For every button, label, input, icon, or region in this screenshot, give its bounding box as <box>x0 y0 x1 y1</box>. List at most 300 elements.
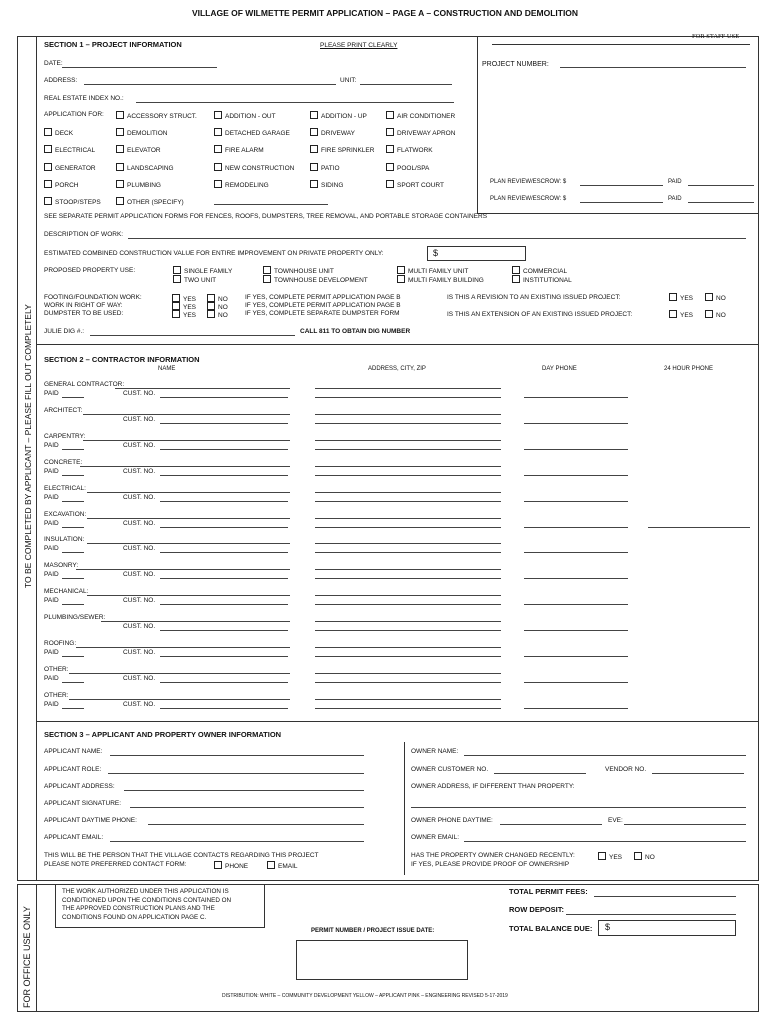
revision-yes[interactable]: YES <box>669 293 693 303</box>
contractor-label: GENERAL CONTRACTOR: <box>44 381 125 388</box>
contractor-day-phone-field[interactable] <box>524 682 628 683</box>
applicant-email-field[interactable] <box>110 841 364 842</box>
revision-yes-checkbox[interactable] <box>669 293 677 301</box>
apply-option-25-checkbox[interactable] <box>116 197 124 205</box>
contractor-name-field[interactable] <box>83 440 290 441</box>
use-option-1-checkbox[interactable] <box>173 275 181 283</box>
use-option-3[interactable]: TOWNHOUSE DEVELOPMENT <box>263 275 368 285</box>
condition-line: THE APPROVED CONSTRUCTION PLANS AND THE <box>62 905 215 912</box>
project-number-field[interactable] <box>560 67 746 68</box>
contractor-cust-field[interactable] <box>160 475 288 476</box>
revision-no-checkbox[interactable] <box>705 293 713 301</box>
contractor-name-field[interactable] <box>87 518 291 519</box>
contractor-name-field[interactable] <box>83 414 290 415</box>
use-option-1[interactable]: TWO UNIT <box>173 275 216 285</box>
contractor-label: EXCAVATION: <box>44 511 87 518</box>
apply-option-7[interactable]: DRIVEWAY <box>310 128 355 138</box>
contractor-label: CARPENTRY: <box>44 433 86 440</box>
section2-heading: SECTION 2 – CONTRACTOR INFORMATION <box>44 355 200 364</box>
owner-customer-field[interactable] <box>494 773 586 774</box>
apply-option-22-checkbox[interactable] <box>310 180 318 188</box>
contractor-city-field[interactable] <box>315 501 501 502</box>
apply-option-11-checkbox[interactable] <box>214 145 222 153</box>
contractor-cust-field[interactable] <box>160 630 288 631</box>
contractor-name-field[interactable] <box>87 492 291 493</box>
application-for-label: APPLICATION FOR: <box>44 111 104 118</box>
contact-phone-option[interactable]: PHONE <box>214 861 248 871</box>
dumpster-label: DUMPSTER TO BE USED: <box>44 310 124 317</box>
balance-dollar: $ <box>605 922 611 932</box>
applicant-address-field[interactable] <box>124 790 364 791</box>
contractor-name-field[interactable] <box>101 621 291 622</box>
contractor-paid-label: PAID <box>44 468 59 475</box>
apply-option-8-checkbox[interactable] <box>386 128 394 136</box>
plan-review-label-1: PLAN REVIEW/ESCROW: $ <box>490 179 567 185</box>
contractor-day-phone-field[interactable] <box>524 656 628 657</box>
apply-option-18[interactable]: POOL/SPA <box>386 163 429 173</box>
balance-due-field[interactable] <box>598 920 736 936</box>
apply-option-21-checkbox[interactable] <box>214 180 222 188</box>
footing-note: IF YES, COMPLETE PERMIT APPLICATION PAGE B <box>245 294 401 301</box>
contractor-cust-field[interactable] <box>160 527 288 528</box>
contractor-paid-field[interactable] <box>62 527 84 528</box>
contractor-paid-field[interactable] <box>62 449 84 450</box>
real-estate-field[interactable] <box>136 102 454 103</box>
contractor-label: ELECTRICAL: <box>44 485 86 492</box>
apply-option-1[interactable]: ADDITION - OUT <box>214 111 276 121</box>
apply-option-16[interactable]: NEW CONSTRUCTION <box>214 163 294 173</box>
contractor-name-field[interactable] <box>87 595 291 596</box>
apply-option-14-checkbox[interactable] <box>44 163 52 171</box>
address-label: ADDRESS: <box>44 77 78 84</box>
contractor-city-field[interactable] <box>315 682 501 683</box>
contractor-address-field[interactable] <box>315 673 501 674</box>
applicant-role-field[interactable] <box>108 773 364 774</box>
contractor-label: MASONRY: <box>44 562 79 569</box>
contractor-cust-field[interactable] <box>160 552 288 553</box>
apply-option-14[interactable]: GENERATOR <box>44 163 96 173</box>
contractor-address-field[interactable] <box>315 699 501 700</box>
contractor-paid-label: PAID <box>44 520 59 527</box>
contractor-city-field[interactable] <box>315 656 501 657</box>
call-note: CALL 811 TO OBTAIN DIG NUMBER <box>300 328 411 335</box>
apply-option-4[interactable]: DECK <box>44 128 73 138</box>
contractor-label: INSULATION: <box>44 536 85 543</box>
side-label-office: FOR OFFICE USE ONLY <box>22 906 32 1008</box>
owner-changed-label: HAS THE PROPERTY OWNER CHANGED RECENTLY: <box>411 852 575 859</box>
contractor-name-field[interactable] <box>76 647 290 648</box>
contractor-paid-label: PAID <box>44 494 59 501</box>
contractor-cust-field[interactable] <box>160 578 288 579</box>
contractor-paid-label: PAID <box>44 390 59 397</box>
use-option-5[interactable]: MULTI FAMILY BUILDING <box>397 275 484 285</box>
contractor-cust-label: CUST. NO. <box>123 520 156 527</box>
applicant-phone-field[interactable] <box>148 824 364 825</box>
apply-option-17-checkbox[interactable] <box>310 163 318 171</box>
contractor-day-phone-field[interactable] <box>524 604 628 605</box>
apply-option-13-checkbox[interactable] <box>386 145 394 153</box>
row-note: IF YES, COMPLETE PERMIT APPLICATION PAGE B <box>245 302 401 309</box>
use-option-4-checkbox[interactable] <box>397 266 405 274</box>
applicant-signature-field[interactable] <box>130 807 364 808</box>
paid-label-2: PAID <box>668 196 682 202</box>
apply-option-10[interactable]: ELEVATOR <box>116 145 161 155</box>
contractor-cust-field[interactable] <box>160 397 288 398</box>
contractor-paid-label: PAID <box>44 675 59 682</box>
apply-option-4-checkbox[interactable] <box>44 128 52 136</box>
contractor-paid-field[interactable] <box>62 656 84 657</box>
contractor-cust-field[interactable] <box>160 449 288 450</box>
row-deposit-field[interactable] <box>566 914 736 915</box>
contractor-day-phone-field[interactable] <box>524 449 628 450</box>
contractor-cust-label: CUST. NO. <box>123 442 156 449</box>
apply-option-24[interactable]: STOOP/STEPS <box>44 197 101 207</box>
contractor-day-phone-field[interactable] <box>524 630 628 631</box>
contractor-city-field[interactable] <box>315 527 501 528</box>
description-label: DESCRIPTION OF WORK: <box>44 231 124 238</box>
contractor-paid-field[interactable] <box>62 501 84 502</box>
extension-yes[interactable]: YES <box>669 310 693 320</box>
apply-option-5-checkbox[interactable] <box>116 128 124 136</box>
use-option-4[interactable]: MULTI FAMILY UNIT <box>397 266 468 276</box>
real-estate-label: REAL ESTATE INDEX NO.: <box>44 95 124 102</box>
contractor-paid-field[interactable] <box>62 475 84 476</box>
apply-option-8[interactable]: DRIVEWAY APRON <box>386 128 455 138</box>
preferred-contact-label: PLEASE NOTE PREFERRED CONTACT FORM: <box>44 861 187 868</box>
value-field[interactable] <box>427 246 526 261</box>
contractor-day-phone-field[interactable] <box>524 397 628 398</box>
unit-label: UNIT: <box>340 77 357 84</box>
use-option-6-checkbox[interactable] <box>512 266 520 274</box>
apply-option-9[interactable]: ELECTRICAL <box>44 145 95 155</box>
contractor-cust-label: CUST. NO. <box>123 545 156 552</box>
contractor-address-field[interactable] <box>315 518 501 519</box>
owner-email-field[interactable] <box>464 841 746 842</box>
owner-changed-no-checkbox[interactable] <box>634 852 642 860</box>
paid-label-1: PAID <box>668 179 682 185</box>
plan-review-field-2[interactable] <box>580 202 663 203</box>
use-option-5-checkbox[interactable] <box>397 275 405 283</box>
total-fees-field[interactable] <box>594 896 736 897</box>
owner-phone-label: OWNER PHONE DAYTIME: <box>411 817 493 824</box>
project-number-label: PROJECT NUMBER: <box>482 61 549 68</box>
yn-no-1[interactable]: NO <box>207 302 228 312</box>
contractor-day-phone-field[interactable] <box>524 552 628 553</box>
contractor-address-field[interactable] <box>315 492 501 493</box>
contractor-name-field[interactable] <box>69 673 290 674</box>
col-day-phone: DAY PHONE <box>542 366 577 372</box>
total-fees-label: TOTAL PERMIT FEES: <box>509 887 588 896</box>
apply-option-23-checkbox[interactable] <box>386 180 394 188</box>
apply-option-18-checkbox[interactable] <box>386 163 394 171</box>
apply-option-11[interactable]: FIRE ALARM <box>214 145 264 155</box>
contractor-address-field[interactable] <box>315 543 501 544</box>
contractor-cust-label: CUST. NO. <box>123 416 156 423</box>
apply-option-19[interactable]: PORCH <box>44 180 78 190</box>
extension-no-checkbox[interactable] <box>705 310 713 318</box>
description-field[interactable] <box>128 238 746 239</box>
print-note: PLEASE PRINT CLEARLY <box>320 42 398 49</box>
apply-option-2[interactable]: ADDITION - UP <box>310 111 367 121</box>
section3-heading: SECTION 3 – APPLICANT AND PROPERTY OWNER INFORMATION <box>44 730 282 739</box>
balance-due-label: TOTAL BALANCE DUE: <box>509 924 593 933</box>
eve-field[interactable] <box>624 824 746 825</box>
paid-field-2[interactable] <box>688 202 754 203</box>
date-field[interactable] <box>62 67 217 68</box>
contractor-city-field[interactable] <box>315 604 501 605</box>
contractor-address-field[interactable] <box>315 466 501 467</box>
apply-option-5[interactable]: DEMOLITION <box>116 128 167 138</box>
contractor-day-phone-field[interactable] <box>524 708 628 709</box>
contractor-paid-label: PAID <box>44 597 59 604</box>
permit-number-box[interactable] <box>296 940 468 980</box>
contractor-name-field[interactable] <box>69 699 290 700</box>
contractor-cust-label: CUST. NO. <box>123 701 156 708</box>
apply-option-23[interactable]: SPORT COURT <box>386 180 444 190</box>
contractor-paid-label: PAID <box>44 571 59 578</box>
contractor-label: ARCHITECT: <box>44 407 83 414</box>
contractor-city-field[interactable] <box>315 630 501 631</box>
col-24-phone: 24 HOUR PHONE <box>664 366 714 372</box>
unit-field[interactable] <box>360 84 452 85</box>
owner-name-label: OWNER NAME: <box>411 748 459 755</box>
staff-heading: FOR STAFF USE <box>692 33 740 40</box>
contractor-address-field[interactable] <box>315 595 501 596</box>
yn-no-0-checkbox[interactable] <box>207 294 215 302</box>
contractor-address-field[interactable] <box>315 440 501 441</box>
contractor-city-field[interactable] <box>315 449 501 450</box>
contractor-paid-field[interactable] <box>62 708 84 709</box>
condition-line: CONDITIONED UPON THE CONDITIONS CONTAINED ON <box>62 896 232 904</box>
yn-yes-2-checkbox[interactable] <box>172 310 180 318</box>
apply-option-1-checkbox[interactable] <box>214 111 222 119</box>
julie-label: JULIE DIG #.: <box>44 328 85 335</box>
footing-label: FOOTING/FOUNDATION WORK: <box>44 294 142 301</box>
yn-no-1-checkbox[interactable] <box>207 302 215 310</box>
apply-option-10-checkbox[interactable] <box>116 145 124 153</box>
contractor-name-field[interactable] <box>87 543 291 544</box>
contractor-paid-field[interactable] <box>62 552 84 553</box>
condition-line: THE WORK AUTHORIZED UNDER THIS APPLICATION IS <box>62 888 229 895</box>
apply-option-0[interactable]: ACCESSORY STRUCT. <box>116 111 197 121</box>
contractor-paid-field[interactable] <box>62 578 84 579</box>
apply-option-3[interactable]: AIR CONDITIONER <box>386 111 455 121</box>
owner-address-label: OWNER ADDRESS, IF DIFFERENT THAN PROPERTY: <box>411 783 575 790</box>
distribution-footer: DISTRIBUTION: WHITE – COMMUNITY DEVELOPMENT YELLOW – APPLICANT PINK – ENGINEERING REVISED 5-17-2019 <box>222 993 508 999</box>
contractor-cust-label: CUST. NO. <box>123 675 156 682</box>
contractor-cust-label: CUST. NO. <box>123 494 156 501</box>
use-option-0-checkbox[interactable] <box>173 266 181 274</box>
col-name: NAME <box>158 366 176 372</box>
extension-question: IS THIS AN EXTENSION OF AN EXISTING ISSUED PROJECT: <box>447 311 633 318</box>
contractor-paid-field[interactable] <box>62 682 84 683</box>
contractor-day-phone-field[interactable] <box>524 475 628 476</box>
contractor-cust-field[interactable] <box>160 604 288 605</box>
applicant-name-label: APPLICANT NAME: <box>44 748 103 755</box>
use-option-0[interactable]: SINGLE FAMILY <box>173 266 232 276</box>
contractor-label: ROOFING: <box>44 640 77 647</box>
apply-option-20-checkbox[interactable] <box>116 180 124 188</box>
use-option-7-checkbox[interactable] <box>512 275 520 283</box>
apply-option-12-checkbox[interactable] <box>310 145 318 153</box>
contractor-name-field[interactable] <box>80 466 291 467</box>
contractor-city-field[interactable] <box>315 578 501 579</box>
phone-checkbox[interactable] <box>214 861 222 869</box>
contractor-cust-label: CUST. NO. <box>123 571 156 578</box>
row-deposit-label: ROW DEPOSIT: <box>509 905 565 914</box>
applicant-signature-label: APPLICANT SIGNATURE: <box>44 800 122 807</box>
contractor-day-phone-field[interactable] <box>524 501 628 502</box>
eve-label: EVE: <box>608 817 623 824</box>
contractor-cust-field[interactable] <box>160 423 288 424</box>
other-specify-field[interactable] <box>214 204 328 205</box>
owner-name-field[interactable] <box>464 755 746 756</box>
apply-option-3-checkbox[interactable] <box>386 111 394 119</box>
apply-option-15[interactable]: LANDSCAPING <box>116 163 174 173</box>
apply-option-6[interactable]: DETACHED GARAGE <box>214 128 290 138</box>
use-option-2[interactable]: TOWNHOUSE UNIT <box>263 266 334 276</box>
apply-option-7-checkbox[interactable] <box>310 128 318 136</box>
apply-option-15-checkbox[interactable] <box>116 163 124 171</box>
applicant-phone-label: APPLICANT DAYTIME PHONE: <box>44 817 137 824</box>
col-address: ADDRESS, CITY, ZIP <box>368 366 426 372</box>
plan-review-label-2: PLAN REVIEW/ESCROW: $ <box>490 196 567 202</box>
yn-yes-1-checkbox[interactable] <box>172 302 180 310</box>
contractor-paid-field[interactable] <box>62 604 84 605</box>
value-label: ESTIMATED COMBINED CONSTRUCTION VALUE FOR ENTIRE IMPROVEMENT ON PRIVATE PROPERTY ONLY: <box>44 250 384 257</box>
contractor-cust-label: CUST. NO. <box>123 649 156 656</box>
contractor-day-phone-field[interactable] <box>524 527 628 528</box>
contractor-cust-field[interactable] <box>160 682 288 683</box>
applicant-name-field[interactable] <box>110 755 364 756</box>
permit-number-label: PERMIT NUMBER / PROJECT ISSUE DATE: <box>311 928 435 934</box>
contractor-city-field[interactable] <box>315 475 501 476</box>
owner-email-label: OWNER EMAIL: <box>411 834 460 841</box>
contractor-name-field[interactable] <box>115 388 291 389</box>
contractor-label: OTHER: <box>44 692 69 699</box>
contractor-cust-label: CUST. NO. <box>123 597 156 604</box>
contractor-city-field[interactable] <box>315 397 501 398</box>
contractor-day-phone-field[interactable] <box>524 578 628 579</box>
contractor-city-field[interactable] <box>315 552 501 553</box>
contractor-address-field[interactable] <box>315 414 501 415</box>
apply-option-2-checkbox[interactable] <box>310 111 318 119</box>
apply-option-25[interactable]: OTHER (SPECIFY) <box>116 197 184 207</box>
contractor-address-field[interactable] <box>315 647 501 648</box>
separate-forms-note: SEE SEPARATE PERMIT APPLICATION FORMS FOR FENCES, ROOFS, DUMPSTERS, TREE REMOVAL, AND PORTABLE STORAGE CONTAINERS <box>44 213 488 220</box>
plan-review-field-1[interactable] <box>580 185 663 186</box>
owner-changed-no[interactable]: NO <box>634 852 655 862</box>
yn-no-0[interactable]: NO <box>207 294 228 304</box>
dumpster-note: IF YES, COMPLETE SEPARATE DUMPSTER FORM <box>245 310 400 317</box>
contractor-cust-label: CUST. NO. <box>123 390 156 397</box>
vendor-field[interactable] <box>652 773 744 774</box>
owner-customer-label: OWNER CUSTOMER NO. <box>411 766 489 773</box>
contractor-city-field[interactable] <box>315 708 501 709</box>
revision-question: IS THIS A REVISION TO AN EXISTING ISSUED PROJECT: <box>447 294 621 301</box>
contractor-paid-label: PAID <box>44 442 59 449</box>
contact-email-option[interactable]: EMAIL <box>267 861 298 871</box>
julie-field[interactable] <box>90 335 295 336</box>
contractor-label: OTHER: <box>44 666 69 673</box>
owner-changed-yes[interactable]: YES <box>598 852 622 862</box>
apply-option-19-checkbox[interactable] <box>44 180 52 188</box>
row-label: WORK IN RIGHT OF WAY: <box>44 302 123 309</box>
page-title: VILLAGE OF WILMETTE PERMIT APPLICATION – PAGE A – CONSTRUCTION AND DEMOLITION <box>191 8 579 18</box>
apply-option-12[interactable]: FIRE SPRINKLER <box>310 145 374 155</box>
contractor-label: MECHANICAL: <box>44 588 89 595</box>
contractor-address-field[interactable] <box>315 388 501 389</box>
owner-address-field[interactable] <box>411 807 746 808</box>
yn-no-2[interactable]: NO <box>207 310 228 320</box>
apply-option-20[interactable]: PLUMBING <box>116 180 161 190</box>
contractor-paid-field[interactable] <box>62 397 84 398</box>
contractor-paid-label: PAID <box>44 649 59 656</box>
yn-yes-0[interactable]: YES <box>172 294 196 304</box>
applicant-address-label: APPLICANT ADDRESS: <box>44 783 115 790</box>
use-option-6[interactable]: COMMERCIAL <box>512 266 567 276</box>
owner-phone-field[interactable] <box>500 824 602 825</box>
apply-option-6-checkbox[interactable] <box>214 128 222 136</box>
yn-no-2-checkbox[interactable] <box>207 310 215 318</box>
address-field[interactable] <box>84 84 336 85</box>
contractor-cust-field[interactable] <box>160 501 288 502</box>
use-option-7[interactable]: INSTITUTIONAL <box>512 275 572 285</box>
apply-option-9-checkbox[interactable] <box>44 145 52 153</box>
apply-option-22[interactable]: SIDING <box>310 180 343 190</box>
email-checkbox[interactable] <box>267 861 275 869</box>
contractor-label: PLUMBING/SEWER: <box>44 614 106 621</box>
proof-note: IF YES, PLEASE PROVIDE PROOF OF OWNERSHIP <box>411 861 570 868</box>
apply-option-17[interactable]: PATIO <box>310 163 340 173</box>
contractor-address-field[interactable] <box>315 569 501 570</box>
yn-yes-2[interactable]: YES <box>172 310 196 320</box>
apply-option-24-checkbox[interactable] <box>44 197 52 205</box>
contractor-address-field[interactable] <box>315 621 501 622</box>
date-label: DATE: <box>44 60 63 67</box>
use-option-3-checkbox[interactable] <box>263 275 271 283</box>
use-label: PROPOSED PROPERTY USE: <box>44 267 136 274</box>
value-symbol: $ <box>433 248 439 258</box>
contractor-day-phone-field[interactable] <box>524 423 628 424</box>
apply-option-16-checkbox[interactable] <box>214 163 222 171</box>
vendor-label: VENDOR NO. <box>605 766 647 773</box>
apply-option-0-checkbox[interactable] <box>116 111 124 119</box>
contractor-city-field[interactable] <box>315 423 501 424</box>
section1-heading: SECTION 1 – PROJECT INFORMATION <box>44 40 182 49</box>
revision-no[interactable]: NO <box>705 293 726 303</box>
condition-line: CONDITIONS FOUND ON APPLICATION PAGE C. <box>62 913 207 921</box>
apply-option-21[interactable]: REMODELING <box>214 180 269 190</box>
contact-note: THIS WILL BE THE PERSON THAT THE VILLAGE CONTACTS REGARDING THIS PROJECT <box>44 852 319 859</box>
contractor-cust-field[interactable] <box>160 708 288 709</box>
contractor-label: CONCRETE: <box>44 459 83 466</box>
apply-option-13[interactable]: FLATWORK <box>386 145 433 155</box>
use-option-2-checkbox[interactable] <box>263 266 271 274</box>
contractor-cust-label: CUST. NO. <box>123 623 156 630</box>
extension-yes-checkbox[interactable] <box>669 310 677 318</box>
contractor-cust-field[interactable] <box>160 656 288 657</box>
contractor-name-field[interactable] <box>76 569 290 570</box>
yn-yes-0-checkbox[interactable] <box>172 294 180 302</box>
yn-yes-1[interactable]: YES <box>172 302 196 312</box>
contractor-paid-label: PAID <box>44 545 59 552</box>
paid-field-1[interactable] <box>688 185 754 186</box>
owner-changed-yes-checkbox[interactable] <box>598 852 606 860</box>
applicant-email-label: APPLICANT EMAIL: <box>44 834 104 841</box>
contractor-24h-phone-field[interactable] <box>648 527 750 528</box>
extension-no[interactable]: NO <box>705 310 726 320</box>
